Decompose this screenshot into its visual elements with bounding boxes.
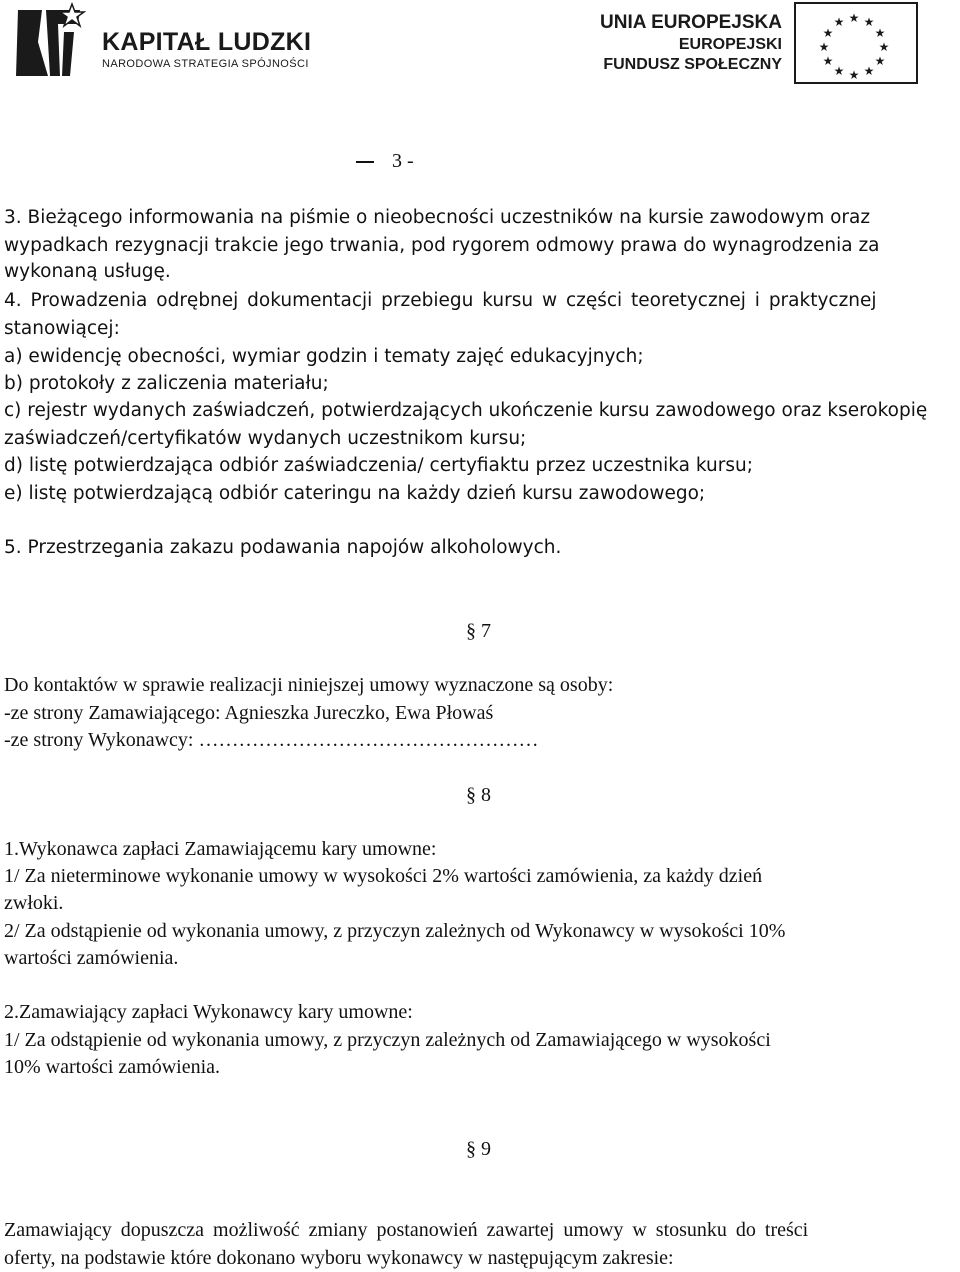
svg-text:★: ★ bbox=[874, 54, 886, 68]
section7-heading: § 7 bbox=[466, 620, 491, 642]
item4-a: a) ewidencję obecności, wymiar godzin i tematy zajęć edukacyjnych; bbox=[4, 346, 644, 367]
svg-text:★: ★ bbox=[848, 11, 860, 25]
svg-text:★: ★ bbox=[822, 54, 834, 68]
section8-p1: 1.Wykonawca zapłaci Zamawiającemu kary umowne: bbox=[4, 838, 437, 860]
eu-line3: FUNDUSZ SPOŁECZNY bbox=[603, 56, 782, 73]
eu-logo bbox=[568, 0, 918, 86]
item4-e: e) listę potwierdzającą odbiór cateringu na każdy dzień kursu zawodowego; bbox=[4, 483, 706, 504]
section8-p1-2b: wartości zamówienia. bbox=[4, 947, 179, 969]
item4-c2: zaświadczeń/certyfikatów wydanych uczestnikom kursu; bbox=[4, 428, 527, 449]
item3-line2: wypadkach rezygnacji trakcie jego trwania, pod rygorem odmowy prawa do wynagrodzenia za bbox=[4, 235, 880, 256]
section8-p2-1b: 10% wartości zamówienia. bbox=[4, 1056, 221, 1078]
section9-line1: Zamawiający dopuszcza możliwość zmiany postanowień zawartej umowy w stosunku do treści bbox=[4, 1219, 809, 1241]
eu-line2: EUROPEJSKI bbox=[678, 36, 782, 53]
svg-text:★: ★ bbox=[848, 68, 860, 82]
eu-flag-icon bbox=[794, 2, 918, 84]
section8-p1-1a: 1/ Za nieterminowe wykonanie umowy w wysokości 2% wartości zamówienia, za każdy dzień bbox=[4, 865, 763, 887]
section7-line3: -ze strony Wykonawcy: …………………………………………… bbox=[4, 729, 539, 751]
svg-text:★: ★ bbox=[863, 64, 875, 78]
section8-p1-1b: zwłoki. bbox=[4, 892, 64, 914]
kapital-ludzki-emblem-icon bbox=[8, 2, 104, 80]
item4-d: d) listę potwierdzająca odbiór zaświadczenia/ certyfiaktu przez uczestnika kursu; bbox=[4, 455, 753, 476]
svg-text:★: ★ bbox=[863, 15, 875, 29]
logo-subtitle: NARODOWA STRATEGIA SPÓJNOŚCI bbox=[102, 58, 309, 70]
item4-b: b) protokoły z zaliczenia materiału; bbox=[4, 373, 329, 394]
item5: 5. Przestrzegania zakazu podawania napojów alkoholowych. bbox=[4, 537, 562, 558]
section9-heading: § 9 bbox=[466, 1138, 491, 1160]
section7-line2: -ze strony Zamawiającego: Agnieszka Jureczko, Ewa Płowaś bbox=[4, 702, 494, 724]
kapital-ludzki-logo bbox=[8, 2, 328, 80]
item3-line3: wykonaną usługę. bbox=[4, 261, 171, 282]
svg-text:★: ★ bbox=[833, 64, 845, 78]
svg-text:★: ★ bbox=[874, 26, 886, 40]
svg-text:★: ★ bbox=[822, 26, 834, 40]
logo-title: KAPITAŁ LUDZKI bbox=[102, 28, 312, 56]
section8-heading: § 8 bbox=[466, 784, 491, 806]
svg-text:★: ★ bbox=[818, 40, 830, 54]
svg-text:★: ★ bbox=[833, 15, 845, 29]
svg-text:★: ★ bbox=[878, 40, 890, 54]
section8-p2-1a: 1/ Za odstąpienie od wykonania umowy, z przyczyn zależnych od Zamawiającego w wysokości bbox=[4, 1029, 771, 1051]
page-number bbox=[356, 150, 414, 173]
dash-mark bbox=[356, 161, 374, 163]
section9-line2: oferty, na podstawie które dokonano wyboru wykonawcy w następującym zakresie: bbox=[4, 1247, 674, 1269]
section7-line1: Do kontaktów w sprawie realizacji niniejszej umowy wyznaczone są osoby: bbox=[4, 674, 614, 696]
section8-p2: 2.Zamawiający zapłaci Wykonawcy kary umowne: bbox=[4, 1001, 413, 1023]
eu-line1: UNIA EUROPEJSKA bbox=[600, 12, 782, 33]
item4-line1: 4. Prowadzenia odrębnej dokumentacji przebiegu kursu w części teoretycznej i praktycznej bbox=[4, 290, 877, 311]
item3-line1: 3. Bieżącego informowania na piśmie o nieobecności uczestników na kursie zawodowym oraz bbox=[4, 207, 871, 228]
section8-p1-2a: 2/ Za odstąpienie od wykonania umowy, z przyczyn zależnych od Wykonawcy w wysokości 10% bbox=[4, 920, 786, 942]
page-number-text: 3 - bbox=[392, 150, 414, 172]
item4-c1: c) rejestr wydanych zaświadczeń, potwierdzających ukończenie kursu zawodowego oraz kserokopię bbox=[4, 400, 928, 421]
item4-line2: stanowiącej: bbox=[4, 318, 120, 339]
